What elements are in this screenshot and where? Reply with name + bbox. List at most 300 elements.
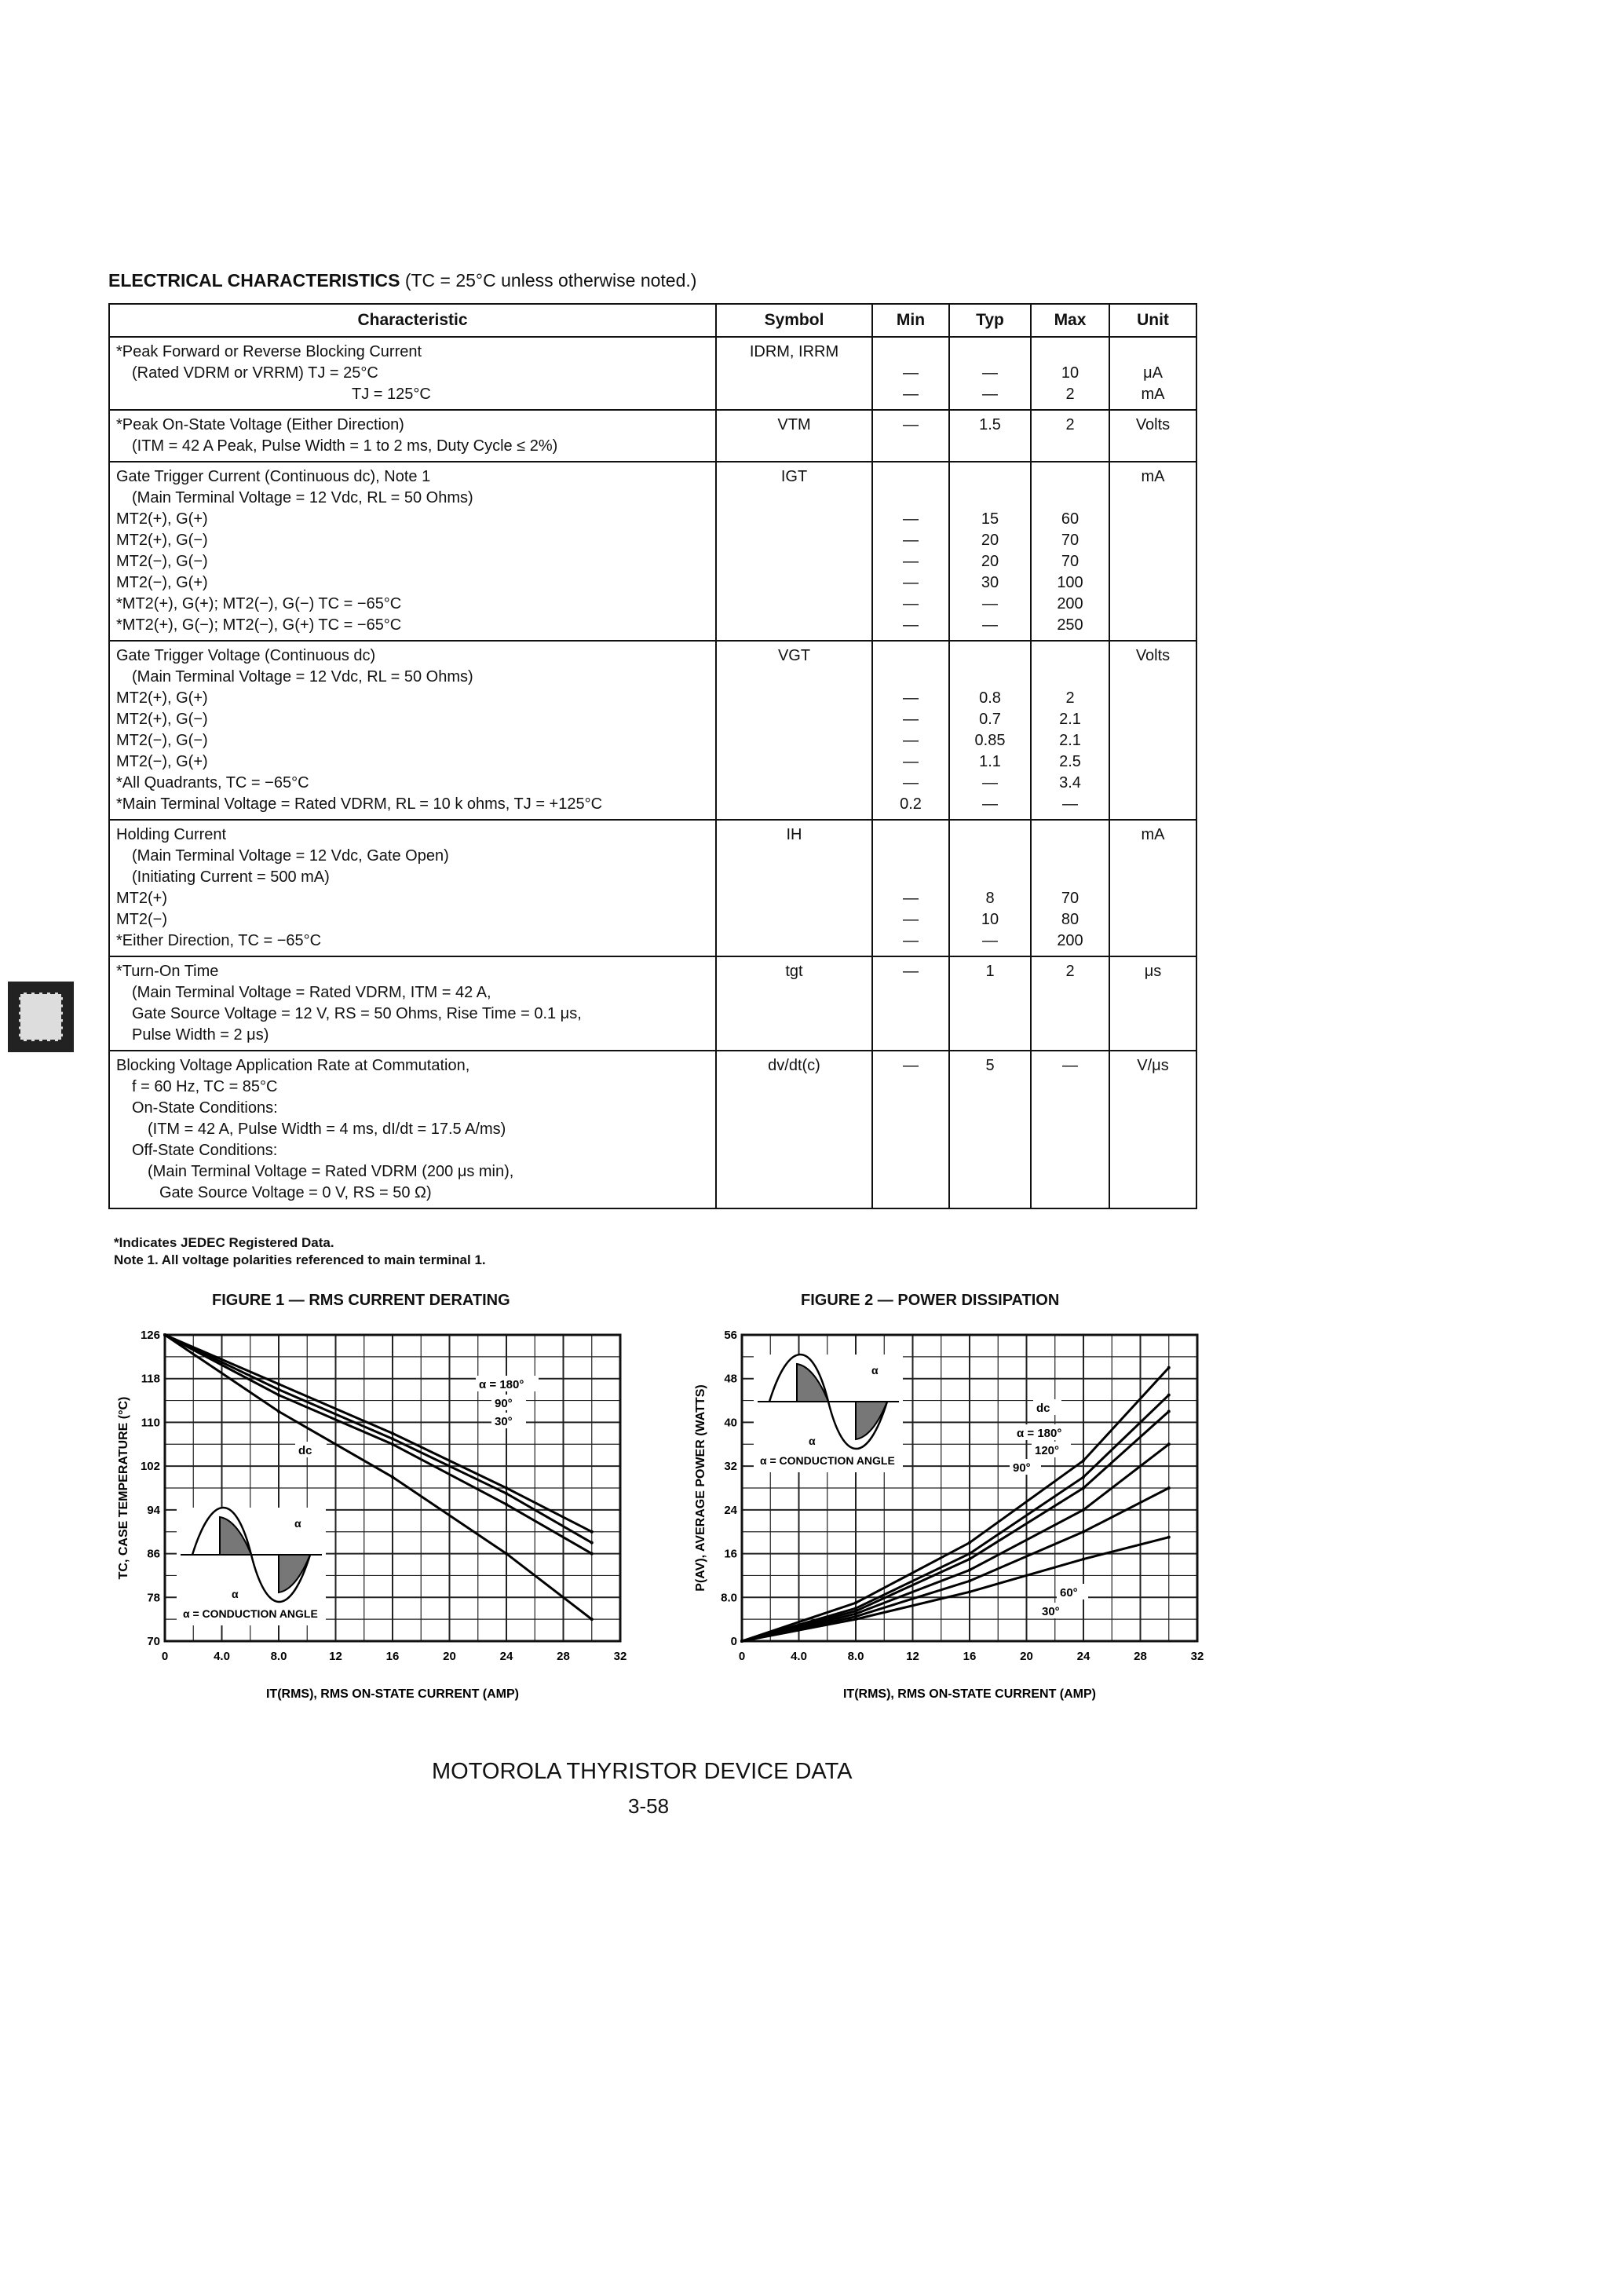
typ-value: — (982, 616, 998, 634)
typ-value: — (982, 386, 998, 403)
sheet-title (108, 270, 696, 291)
unit-cell (1109, 956, 1196, 1051)
symbol-text: IGT (780, 468, 808, 485)
column-header: Max (1031, 304, 1109, 337)
y-tick-label: 118 (141, 1372, 160, 1386)
electrical-characteristics-table (108, 303, 1197, 1209)
symbol-text: tgt (785, 963, 803, 980)
unit-cell (1109, 820, 1196, 956)
characteristic-line: On-State Conditions: (132, 1099, 278, 1117)
y-tick-label: 40 (724, 1416, 737, 1430)
x-tick-label: 8.0 (847, 1650, 864, 1663)
characteristic-line: *Peak Forward or Reverse Blocking Current (116, 343, 422, 360)
min-value: — (903, 911, 919, 928)
data-point (1082, 1486, 1085, 1490)
max-cell (1031, 1051, 1109, 1208)
note-1: Note 1. All voltage polarities referenced to main terminal 1. (114, 1252, 486, 1267)
characteristic-line: Blocking Voltage Application Rate at Commutation, (116, 1057, 470, 1074)
series-label: α = 180° (479, 1378, 524, 1391)
title-condition: (TC = 25°C unless otherwise noted.) (404, 270, 697, 291)
characteristic-cell (109, 337, 716, 410)
data-point (505, 1492, 508, 1495)
characteristic-line: (ITM = 42 A Peak, Pulse Width = 1 to 2 ms, Duty Cycle ≤ 2%) (132, 437, 558, 455)
min-value: — (903, 689, 919, 707)
max-value: 70 (1061, 553, 1080, 570)
characteristic-line: (Main Terminal Voltage = Rated VDRM, ITM = 42 A, (132, 984, 491, 1001)
column-header: Symbol (716, 304, 872, 337)
unit-cell (1109, 641, 1196, 820)
typ-value: 1 (985, 963, 995, 980)
typ-value: 30 (981, 574, 999, 591)
characteristic-line: *MT2(+), G(+); MT2(−), G(−) TC = −65°C (116, 595, 402, 612)
y-tick-label: 102 (140, 1460, 160, 1474)
x-tick-label: 12 (329, 1650, 342, 1663)
min-cell (872, 641, 949, 820)
max-value: 3.4 (1059, 774, 1081, 792)
x-tick-label: 0 (738, 1650, 746, 1663)
conduction-angle-label: α = CONDUCTION ANGLE (760, 1454, 895, 1467)
unit-value: Volts (1135, 647, 1171, 664)
data-point (505, 1486, 508, 1490)
y-tick-label: 70 (147, 1635, 160, 1648)
min-cell (872, 410, 949, 462)
min-value: — (903, 416, 919, 433)
typ-value: 1.5 (979, 416, 1001, 433)
x-axis-label: IT(RMS), RMS ON-STATE CURRENT (AMP) (842, 1687, 1097, 1701)
min-value: — (903, 932, 919, 949)
min-value (879, 645, 942, 667)
characteristic-line: MT2(+), G(+) (116, 689, 208, 707)
data-point (505, 1552, 508, 1556)
symbol-cell (716, 1051, 872, 1208)
symbol-cell (716, 337, 872, 410)
data-point (391, 1475, 394, 1479)
min-value: — (903, 386, 919, 403)
table-row (109, 462, 1196, 641)
y-tick-label: 24 (724, 1503, 737, 1517)
data-point (1167, 1394, 1171, 1397)
max-cell (1031, 337, 1109, 410)
figure1-title: FIGURE 1 — RMS CURRENT DERATING (212, 1292, 510, 1309)
min-value: — (903, 711, 919, 728)
unit-value: Volts (1135, 416, 1171, 433)
max-value: 2 (1065, 963, 1075, 980)
x-tick-label: 16 (963, 1650, 977, 1663)
figure1-chart (102, 1319, 636, 1712)
max-cell (1031, 956, 1109, 1051)
y-tick-label: 126 (140, 1329, 160, 1342)
min-value: — (903, 510, 919, 528)
max-value: 70 (1061, 532, 1080, 549)
title-text: ELECTRICAL CHARACTERISTICS (108, 270, 400, 291)
typ-cell (949, 1051, 1031, 1208)
min-value (879, 667, 942, 688)
alpha-marker-label: α (294, 1517, 301, 1530)
data-point (277, 1383, 280, 1386)
y-axis-label: P(AV), AVERAGE POWER (WATTS) (694, 1384, 707, 1592)
typ-value (956, 342, 1024, 363)
note-jedec: *Indicates JEDEC Registered Data. (114, 1235, 334, 1250)
unit-cell (1109, 337, 1196, 410)
figure2-title: FIGURE 2 — POWER DISSIPATION (801, 1292, 1060, 1309)
y-tick-label: 0 (730, 1635, 737, 1648)
max-value: 60 (1061, 510, 1080, 528)
max-value: 2.1 (1059, 711, 1081, 728)
data-point (1082, 1530, 1085, 1534)
data-point (1082, 1475, 1085, 1479)
min-value: — (903, 1057, 919, 1074)
data-point (391, 1437, 394, 1440)
typ-value: 1.1 (979, 753, 1001, 770)
data-point (740, 1640, 743, 1643)
series-label: dc (1036, 1402, 1050, 1415)
typ-value: 20 (981, 553, 999, 570)
typ-cell (949, 410, 1031, 462)
data-point (505, 1503, 508, 1506)
symbol-cell (716, 956, 872, 1051)
typ-value (956, 867, 1024, 888)
unit-cell (1109, 462, 1196, 641)
data-point (277, 1394, 280, 1397)
min-cell (872, 956, 949, 1051)
characteristic-line: *All Quadrants, TC = −65°C (116, 774, 309, 792)
data-point (1082, 1558, 1085, 1561)
min-cell (872, 462, 949, 641)
typ-value: 10 (981, 911, 999, 928)
alpha-marker-label: α (871, 1364, 879, 1377)
min-value: — (903, 774, 919, 792)
column-header: Min (872, 304, 949, 337)
max-value: 2 (1065, 416, 1075, 433)
characteristic-line: *Either Direction, TC = −65°C (116, 932, 322, 949)
typ-value (956, 846, 1024, 867)
characteristic-line: (Rated VDRM or VRRM) TJ = 25°C (132, 364, 378, 382)
max-cell (1031, 820, 1109, 956)
min-value: — (903, 595, 919, 612)
max-cell (1031, 462, 1109, 641)
symbol-cell (716, 641, 872, 820)
characteristic-line: MT2(−), G(+) (116, 753, 208, 770)
max-value: 10 (1061, 364, 1080, 382)
typ-value: 0.7 (979, 711, 1001, 728)
symbol-cell (716, 462, 872, 641)
section-tab-marker (8, 982, 74, 1052)
typ-cell (949, 641, 1031, 820)
typ-value: — (982, 932, 998, 949)
series-label: 60° (1060, 1586, 1078, 1600)
typ-value: 5 (985, 1057, 995, 1074)
characteristic-line: Gate Trigger Voltage (Continuous dc) (116, 647, 376, 664)
min-cell (872, 337, 949, 410)
min-value: 0.2 (900, 795, 922, 813)
characteristic-cell (109, 820, 716, 956)
min-value: — (903, 963, 919, 980)
data-point (1082, 1508, 1085, 1512)
characteristic-line: (Initiating Current = 500 mA) (132, 868, 330, 886)
characteristic-line: *Main Terminal Voltage = Rated VDRM, RL = 10 k ohms, TJ = +125°C (116, 795, 603, 813)
typ-value: — (982, 774, 998, 792)
x-tick-label: 28 (557, 1650, 570, 1663)
typ-cell (949, 820, 1031, 956)
min-value: — (903, 532, 919, 549)
table-row (109, 641, 1196, 820)
characteristic-cell (109, 462, 716, 641)
data-point (968, 1558, 971, 1561)
data-point (391, 1442, 394, 1446)
x-tick-label: 16 (385, 1650, 400, 1663)
typ-cell (949, 462, 1031, 641)
min-value (879, 342, 942, 363)
characteristic-line: *Turn-On Time (116, 963, 219, 980)
x-tick-label: 20 (443, 1650, 456, 1663)
typ-value: 0.8 (979, 689, 1001, 707)
typ-cell (949, 337, 1031, 410)
typ-value: 0.85 (974, 732, 1006, 749)
unit-value (1116, 342, 1189, 363)
min-value: — (903, 574, 919, 591)
table-notes (114, 1234, 486, 1269)
max-value (1038, 466, 1102, 488)
x-axis-label: IT(RMS), RMS ON-STATE CURRENT (AMP) (265, 1687, 520, 1701)
min-value: — (903, 732, 919, 749)
series-label: 30° (1042, 1605, 1060, 1618)
unit-value: μA (1143, 364, 1163, 382)
max-value (1038, 867, 1102, 888)
page-number: 3-58 (628, 1794, 670, 1818)
series-label: 90° (495, 1397, 513, 1410)
y-tick-label: 8.0 (721, 1591, 737, 1605)
x-tick-label: 0 (161, 1650, 169, 1663)
min-value: — (903, 616, 919, 634)
series-label: 90° (1013, 1461, 1031, 1475)
typ-value: 20 (981, 532, 999, 549)
y-tick-label: 94 (147, 1503, 160, 1517)
symbol-text: IDRM, IRRM (749, 343, 839, 360)
typ-value (956, 667, 1024, 688)
y-axis-label: TC, CASE TEMPERATURE (°C) (117, 1396, 130, 1580)
max-value (1038, 342, 1102, 363)
x-tick-label: 28 (1134, 1650, 1147, 1663)
characteristic-line: MT2(−) (116, 911, 167, 928)
max-value (1038, 667, 1102, 688)
data-point (590, 1530, 594, 1534)
max-cell (1031, 410, 1109, 462)
data-point (1167, 1366, 1171, 1369)
max-value: — (1062, 795, 1078, 813)
data-point (590, 1552, 594, 1556)
y-tick-label: 16 (724, 1547, 737, 1561)
data-point (1167, 1536, 1171, 1539)
characteristic-line: Gate Trigger Current (Continuous dc), Note 1 (116, 468, 431, 485)
y-tick-label: 56 (724, 1329, 737, 1342)
table-header-row (109, 304, 1196, 337)
characteristic-line: Pulse Width = 2 μs) (132, 1026, 269, 1044)
characteristic-line: MT2(+), G(+) (116, 510, 208, 528)
table-row (109, 1051, 1196, 1208)
max-value: 100 (1057, 574, 1083, 591)
column-header: Unit (1109, 304, 1196, 337)
min-value (879, 466, 942, 488)
data-point (854, 1615, 857, 1618)
max-value (1038, 488, 1102, 509)
unit-cell (1109, 1051, 1196, 1208)
characteristic-line: Off-State Conditions: (132, 1142, 278, 1159)
characteristic-line: *MT2(+), G(−); MT2(−), G(+) TC = −65°C (116, 616, 402, 634)
y-tick-label: 32 (724, 1460, 737, 1474)
x-tick-label: 20 (1020, 1650, 1033, 1663)
x-tick-label: 4.0 (791, 1650, 807, 1663)
typ-value: — (982, 364, 998, 382)
conduction-angle-label: α = CONDUCTION ANGLE (183, 1607, 318, 1620)
data-point (968, 1579, 971, 1582)
unit-value: mA (1141, 386, 1165, 403)
max-value: 2 (1065, 386, 1075, 403)
alpha-marker-label: α (809, 1435, 816, 1447)
characteristic-line: Gate Source Voltage = 0 V, RS = 50 Ω) (159, 1184, 432, 1201)
characteristic-line: MT2(−), G(+) (116, 574, 208, 591)
alpha-marker-label: α (232, 1588, 239, 1600)
characteristic-cell (109, 956, 716, 1051)
data-point (854, 1601, 857, 1604)
data-point (854, 1618, 857, 1621)
unit-cell (1109, 410, 1196, 462)
series-label: dc (298, 1444, 312, 1457)
max-value: 2.1 (1059, 732, 1081, 749)
data-point (277, 1410, 280, 1413)
max-value: 80 (1061, 911, 1080, 928)
symbol-cell (716, 410, 872, 462)
characteristic-line: Holding Current (116, 826, 227, 843)
x-tick-label: 24 (499, 1650, 513, 1663)
characteristic-line: MT2(−), G(−) (116, 732, 208, 749)
typ-value (956, 645, 1024, 667)
typ-value: — (982, 595, 998, 612)
max-value: 70 (1061, 890, 1080, 907)
x-tick-label: 8.0 (270, 1650, 287, 1663)
typ-value: 15 (981, 510, 999, 528)
characteristic-line: (ITM = 42 A, Pulse Width = 4 ms, dI/dt = 17.5 A/ms) (148, 1121, 506, 1138)
x-tick-label: 4.0 (214, 1650, 230, 1663)
symbol-text: dv/dt(c) (768, 1057, 820, 1074)
characteristic-line: Gate Source Voltage = 12 V, RS = 50 Ohms, Rise Time = 0.1 μs, (132, 1005, 582, 1022)
characteristic-line: MT2(+), G(−) (116, 711, 208, 728)
symbol-text: VTM (777, 416, 811, 433)
y-tick-label: 110 (141, 1416, 160, 1430)
data-point (1167, 1442, 1171, 1446)
series-line (742, 1444, 1169, 1641)
x-tick-label: 24 (1076, 1650, 1090, 1663)
data-point (391, 1431, 394, 1435)
y-tick-label: 86 (147, 1547, 160, 1561)
max-value: — (1062, 1057, 1078, 1074)
table-row (109, 956, 1196, 1051)
data-point (968, 1590, 971, 1593)
min-value: — (903, 753, 919, 770)
data-point (968, 1568, 971, 1571)
y-tick-label: 48 (724, 1372, 737, 1386)
max-value: 200 (1057, 932, 1083, 949)
unit-value: mA (1141, 468, 1165, 485)
max-value (1038, 645, 1102, 667)
unit-value: μs (1144, 963, 1162, 980)
characteristic-line: *Peak On-State Voltage (Either Direction) (116, 416, 404, 433)
data-point (163, 1333, 166, 1336)
symbol-text: IH (786, 826, 802, 843)
characteristic-line: (Main Terminal Voltage = 12 Vdc, Gate Open) (132, 847, 449, 865)
characteristic-line: TJ = 125°C (352, 386, 431, 403)
data-point (277, 1388, 280, 1391)
data-point (968, 1552, 971, 1556)
data-point (1167, 1486, 1171, 1490)
max-value: 250 (1057, 616, 1083, 634)
characteristic-line: (Main Terminal Voltage = 12 Vdc, RL = 50 Ohms) (132, 668, 473, 686)
unit-value: mA (1141, 826, 1165, 843)
max-value (1038, 846, 1102, 867)
x-tick-label: 32 (613, 1650, 627, 1663)
min-cell (872, 1051, 949, 1208)
x-tick-label: 12 (906, 1650, 919, 1663)
symbol-cell (716, 820, 872, 956)
max-value: 2 (1065, 689, 1075, 707)
table-row (109, 410, 1196, 462)
min-value (879, 867, 942, 888)
max-value: 200 (1057, 595, 1083, 612)
typ-value: 8 (985, 890, 995, 907)
typ-value (956, 488, 1024, 509)
characteristic-line: MT2(+), G(−) (116, 532, 208, 549)
symbol-text: VGT (777, 647, 811, 664)
data-point (1167, 1410, 1171, 1413)
series-label: 30° (495, 1415, 513, 1428)
typ-value (956, 824, 1024, 846)
characteristic-cell (109, 410, 716, 462)
max-cell (1031, 641, 1109, 820)
characteristic-line: (Main Terminal Voltage = 12 Vdc, RL = 50 Ohms) (132, 489, 473, 506)
max-value: 2.5 (1059, 753, 1081, 770)
typ-value: — (982, 795, 998, 813)
footer-brand: MOTOROLA THYRISTOR DEVICE DATA (432, 1759, 853, 1784)
min-value (879, 488, 942, 509)
column-header: Characteristic (109, 304, 716, 337)
min-value (879, 846, 942, 867)
characteristic-line: MT2(+) (116, 890, 167, 907)
characteristic-line: (Main Terminal Voltage = Rated VDRM (200 μs min), (148, 1163, 514, 1180)
characteristic-cell (109, 1051, 716, 1208)
table-row (109, 820, 1196, 956)
characteristic-line: MT2(−), G(−) (116, 553, 208, 570)
data-point (590, 1618, 594, 1621)
table-row (109, 337, 1196, 410)
typ-value (956, 466, 1024, 488)
figure2-chart (679, 1319, 1213, 1712)
min-cell (872, 820, 949, 956)
series-label: 120° (1035, 1444, 1060, 1457)
column-header: Typ (949, 304, 1031, 337)
x-tick-label: 32 (1190, 1650, 1204, 1663)
unit-value: V/μs (1137, 1057, 1169, 1074)
min-value: — (903, 364, 919, 382)
max-value (1038, 824, 1102, 846)
characteristic-line: f = 60 Hz, TC = 85°C (132, 1078, 278, 1095)
y-tick-label: 78 (147, 1591, 160, 1605)
typ-cell (949, 956, 1031, 1051)
data-point (590, 1541, 594, 1545)
data-point (1082, 1459, 1085, 1462)
min-value: — (903, 890, 919, 907)
data-point (968, 1541, 971, 1545)
data-point (854, 1612, 857, 1615)
characteristic-cell (109, 641, 716, 820)
